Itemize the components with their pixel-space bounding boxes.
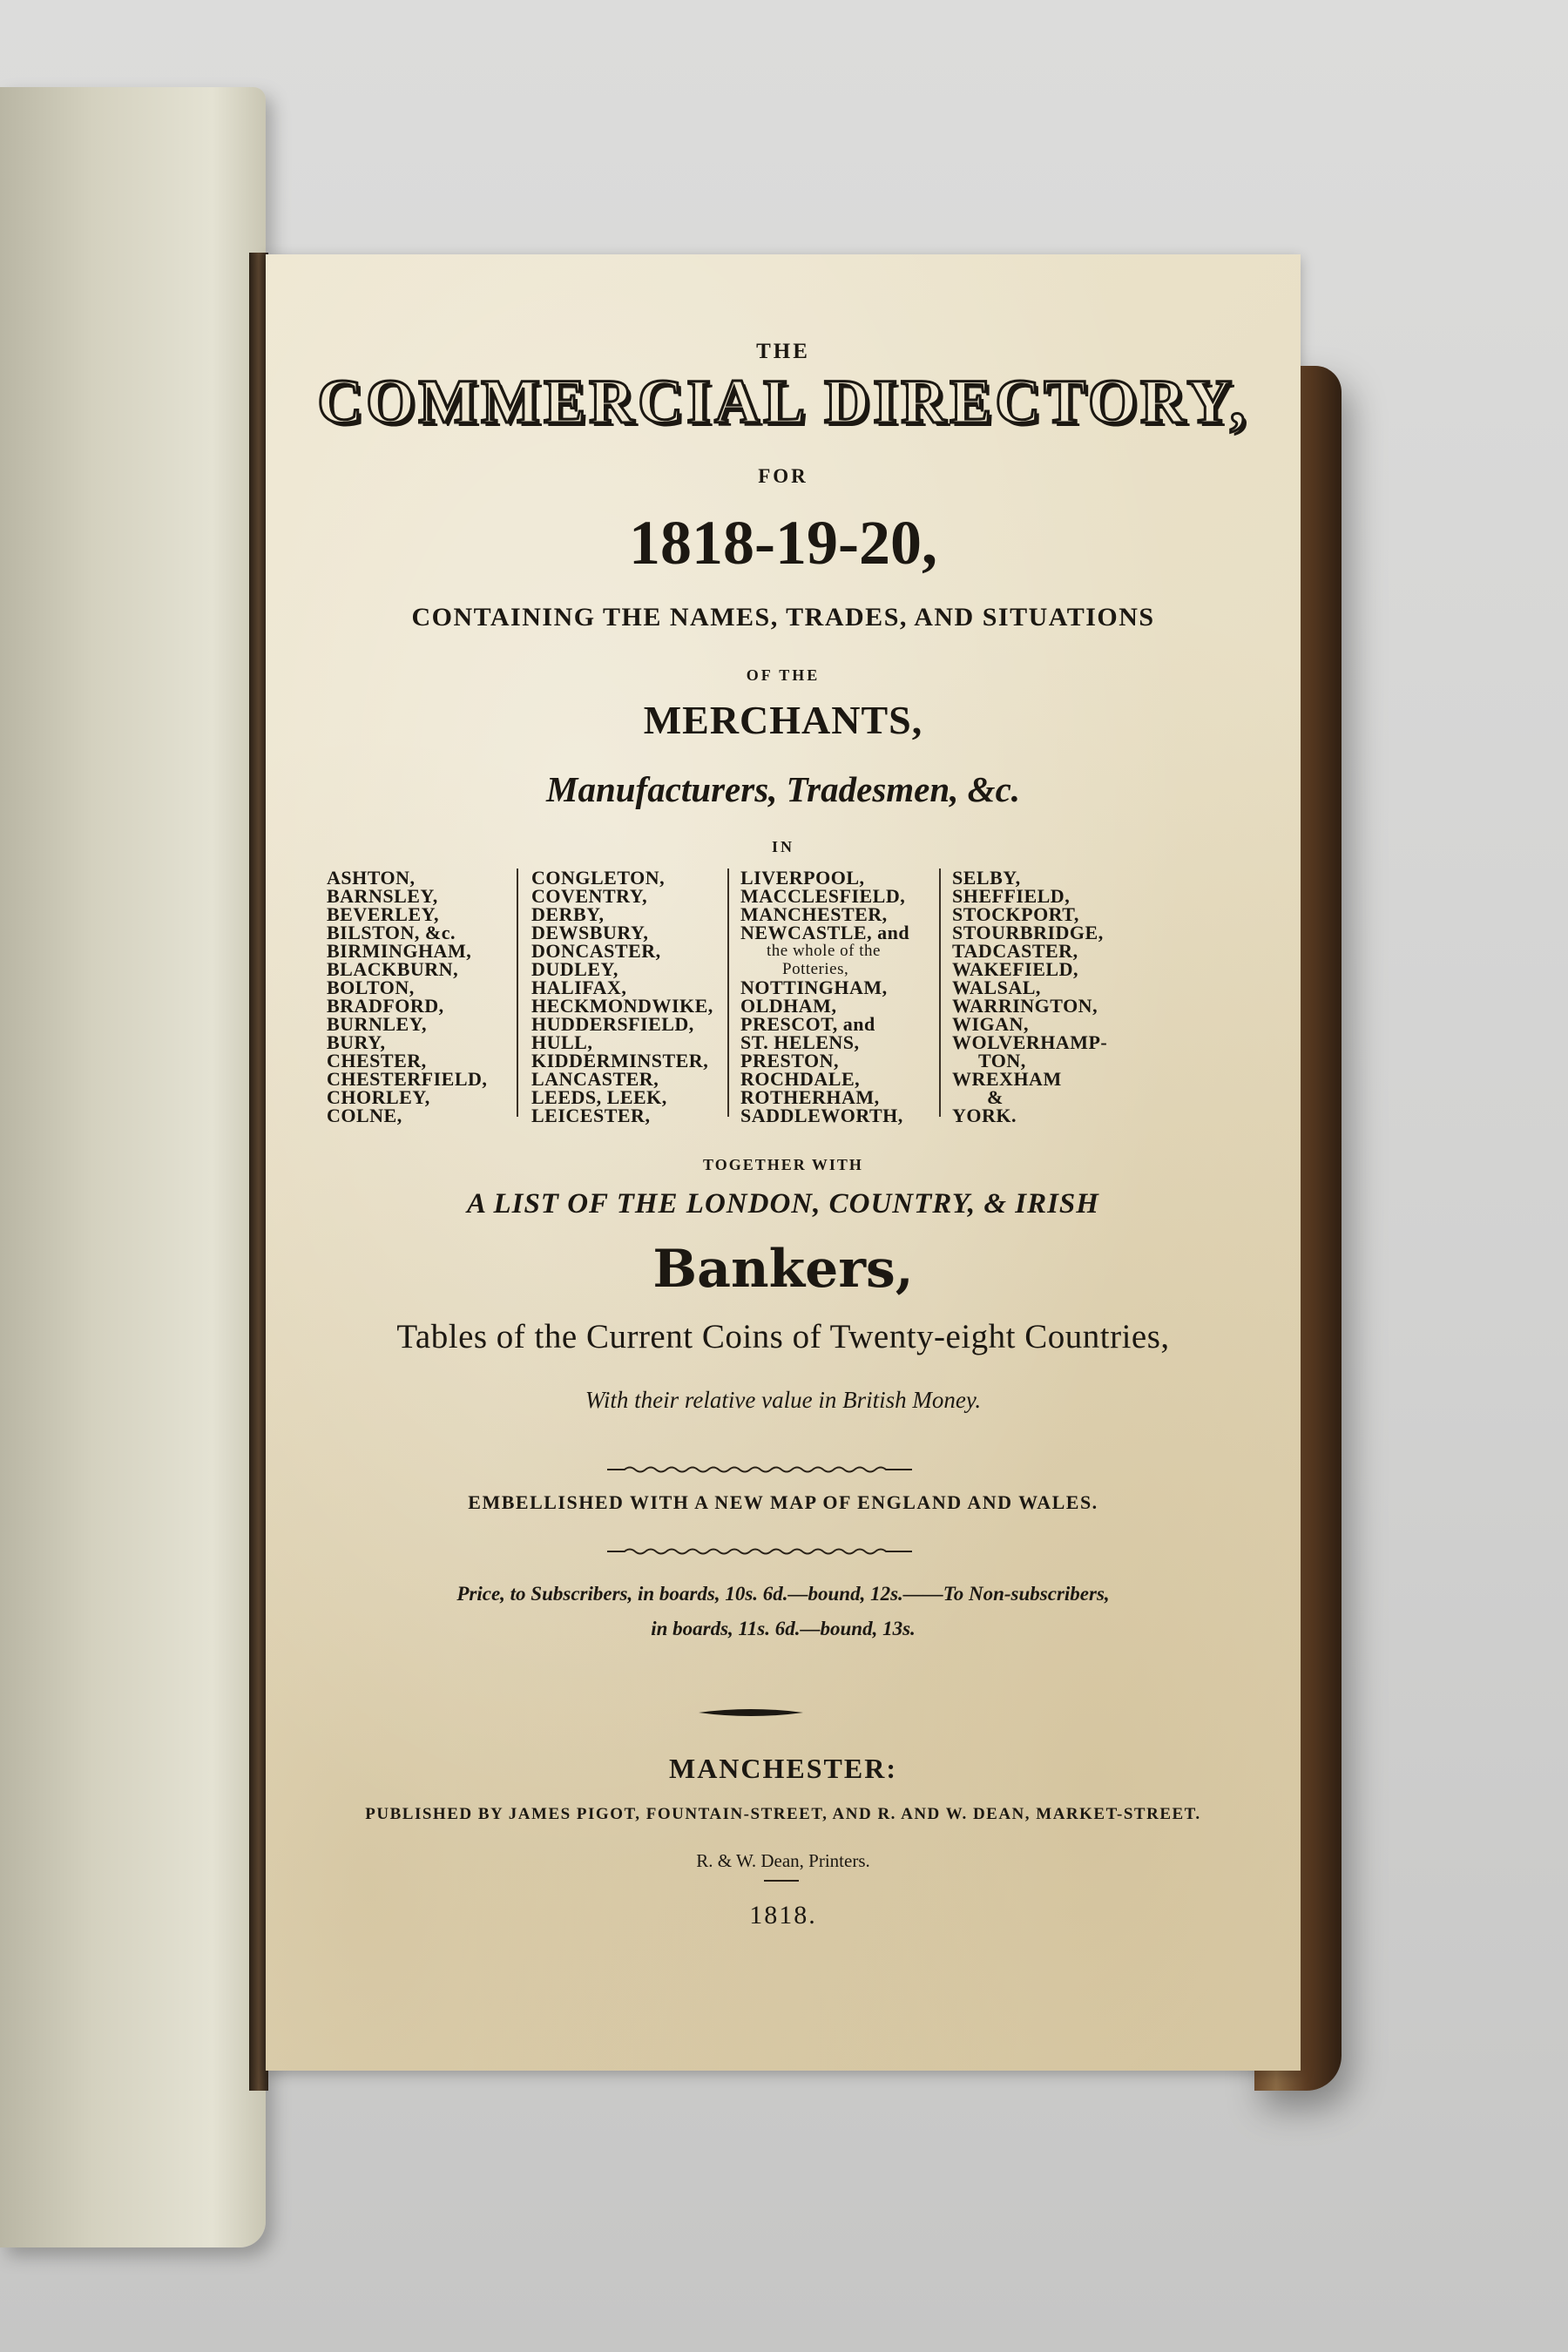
town-item: BURY, — [327, 1031, 386, 1053]
printers-line: R. & W. Dean, Printers. — [696, 1850, 870, 1871]
town-item: WAKEFIELD, — [952, 958, 1078, 980]
town-item: HULL, — [531, 1031, 593, 1053]
manufacturers-line: Manufacturers, Tradesmen, &c. — [545, 769, 1021, 809]
town-item: BIRMINGHAM, — [327, 940, 472, 962]
embellished-line: EMBELLISHED WITH A NEW MAP OF ENGLAND AND WALES. — [468, 1491, 1098, 1513]
of-the-line: OF THE — [746, 666, 821, 684]
town-item: ROCHDALE, — [740, 1068, 861, 1090]
town-item: WREXHAM — [952, 1068, 1062, 1090]
relative-value-line: With their relative value in British Money. — [585, 1387, 982, 1413]
town-item: STOCKPORT, — [952, 903, 1079, 925]
town-item: OLDHAM, — [740, 995, 837, 1017]
town-item: YORK. — [952, 1105, 1017, 1126]
town-item: COLNE, — [327, 1105, 402, 1126]
town-item: ASHTON, — [327, 867, 416, 889]
city-imprint: MANCHESTER: — [668, 1753, 897, 1784]
town-item: MACCLESFIELD, — [740, 885, 906, 907]
town-item: WIGAN, — [952, 1013, 1029, 1035]
town-item: & — [987, 1086, 1004, 1108]
publisher-line: PUBLISHED BY JAMES PIGOT, FOUNTAIN-STREET, AND R. AND W. DEAN, MARKET-STREET. — [365, 1805, 1201, 1823]
towns-column-3 — [740, 868, 909, 1125]
town-item: LEEDS, LEEK, — [531, 1086, 667, 1108]
wavy-rule-ornament — [607, 1463, 912, 1476]
town-item: COVENTRY, — [531, 885, 648, 907]
town-item: WARRINGTON, — [952, 995, 1098, 1017]
town-item: LEICESTER, — [531, 1105, 651, 1126]
list-of-bankers-line: A LIST OF THE LONDON, COUNTRY, & IRISH — [467, 1188, 1099, 1220]
town-item: LANCASTER, — [531, 1068, 659, 1090]
town-item: the whole of the — [767, 942, 881, 960]
town-item: DERBY, — [531, 903, 605, 925]
town-item: DEWSBURY, — [531, 922, 649, 943]
town-item: CHESTER, — [327, 1050, 427, 1071]
town-item: STOURBRIDGE, — [952, 922, 1104, 943]
column-rule — [727, 868, 729, 1117]
town-item: DUDLEY, — [531, 958, 618, 980]
town-item: SELBY, — [952, 867, 1021, 889]
title-commercial-directory: COMMERCIAL DIRECTORY, — [317, 367, 1249, 436]
title-years: 1818-19-20, — [629, 508, 937, 578]
towns-column-4 — [952, 868, 1107, 1125]
town-item: DONCASTER, — [531, 940, 661, 962]
town-item: HUDDERSFIELD, — [531, 1013, 694, 1035]
tables-line: Tables of the Current Coins of Twenty-eight Countries, — [396, 1318, 1170, 1355]
town-item: BOLTON, — [327, 977, 415, 998]
town-item: CHESTERFIELD, — [327, 1068, 488, 1090]
town-item: LIVERPOOL, — [740, 867, 865, 889]
town-item: BRADFORD, — [327, 995, 444, 1017]
town-item: KIDDERMINSTER, — [531, 1050, 709, 1071]
town-item: SHEFFIELD, — [952, 885, 1071, 907]
title-page — [266, 254, 1301, 2071]
town-item: BARNSLEY, — [327, 885, 438, 907]
wavy-rule-ornament — [607, 1545, 912, 1558]
town-item: CHORLEY, — [327, 1086, 430, 1108]
swell-rule-ornament — [699, 1707, 803, 1719]
town-item: MANCHESTER, — [740, 903, 888, 925]
town-item: HALIFAX, — [531, 977, 627, 998]
town-item: SADDLEWORTH, — [740, 1105, 903, 1126]
together-with-line: TOGETHER WITH — [703, 1156, 863, 1173]
containing-line: CONTAINING THE NAMES, TRADES, AND SITUATIONS — [411, 603, 1155, 632]
column-rule — [517, 868, 518, 1117]
town-item: NOTTINGHAM, — [740, 977, 888, 998]
book-front-board — [0, 87, 266, 2247]
town-item: WALSAL, — [952, 977, 1041, 998]
town-item: BILSTON, &c. — [327, 922, 456, 943]
in-line: IN — [771, 838, 794, 855]
bankers-heading: Bankers, — [652, 1239, 914, 1300]
town-item: ROTHERHAM, — [740, 1086, 880, 1108]
town-item: ST. HELENS, — [740, 1031, 860, 1053]
town-item: BEVERLEY, — [327, 903, 440, 925]
town-item: CONGLETON, — [531, 867, 666, 889]
town-item: BLACKBURN, — [327, 958, 459, 980]
short-rule — [764, 1880, 799, 1882]
towns-column-2 — [531, 868, 713, 1125]
town-item: HECKMONDWIKE, — [531, 995, 713, 1017]
towns-column-1 — [327, 868, 487, 1125]
title-the: THE — [756, 340, 810, 363]
town-item: PRESTON, — [740, 1050, 840, 1071]
town-item: PRESCOT, and — [740, 1013, 875, 1035]
town-item: TON, — [978, 1050, 1026, 1071]
price-line-2: in boards, 11s. 6d.—bound, 13s. — [651, 1618, 916, 1639]
town-item: Potteries, — [782, 960, 849, 978]
town-item: BURNLEY, — [327, 1013, 428, 1035]
merchants-heading: MERCHANTS, — [643, 698, 923, 742]
town-item: TADCASTER, — [952, 940, 1078, 962]
price-line-1: Price, to Subscribers, in boards, 10s. 6d.—bound, 12s.——To Non-subscribers, — [456, 1583, 1110, 1605]
title-for: FOR — [758, 465, 808, 487]
town-item: WOLVERHAMP- — [952, 1031, 1108, 1053]
publication-year: 1818. — [749, 1901, 817, 1930]
column-rule — [939, 868, 941, 1117]
town-item: NEWCASTLE, and — [740, 922, 910, 943]
